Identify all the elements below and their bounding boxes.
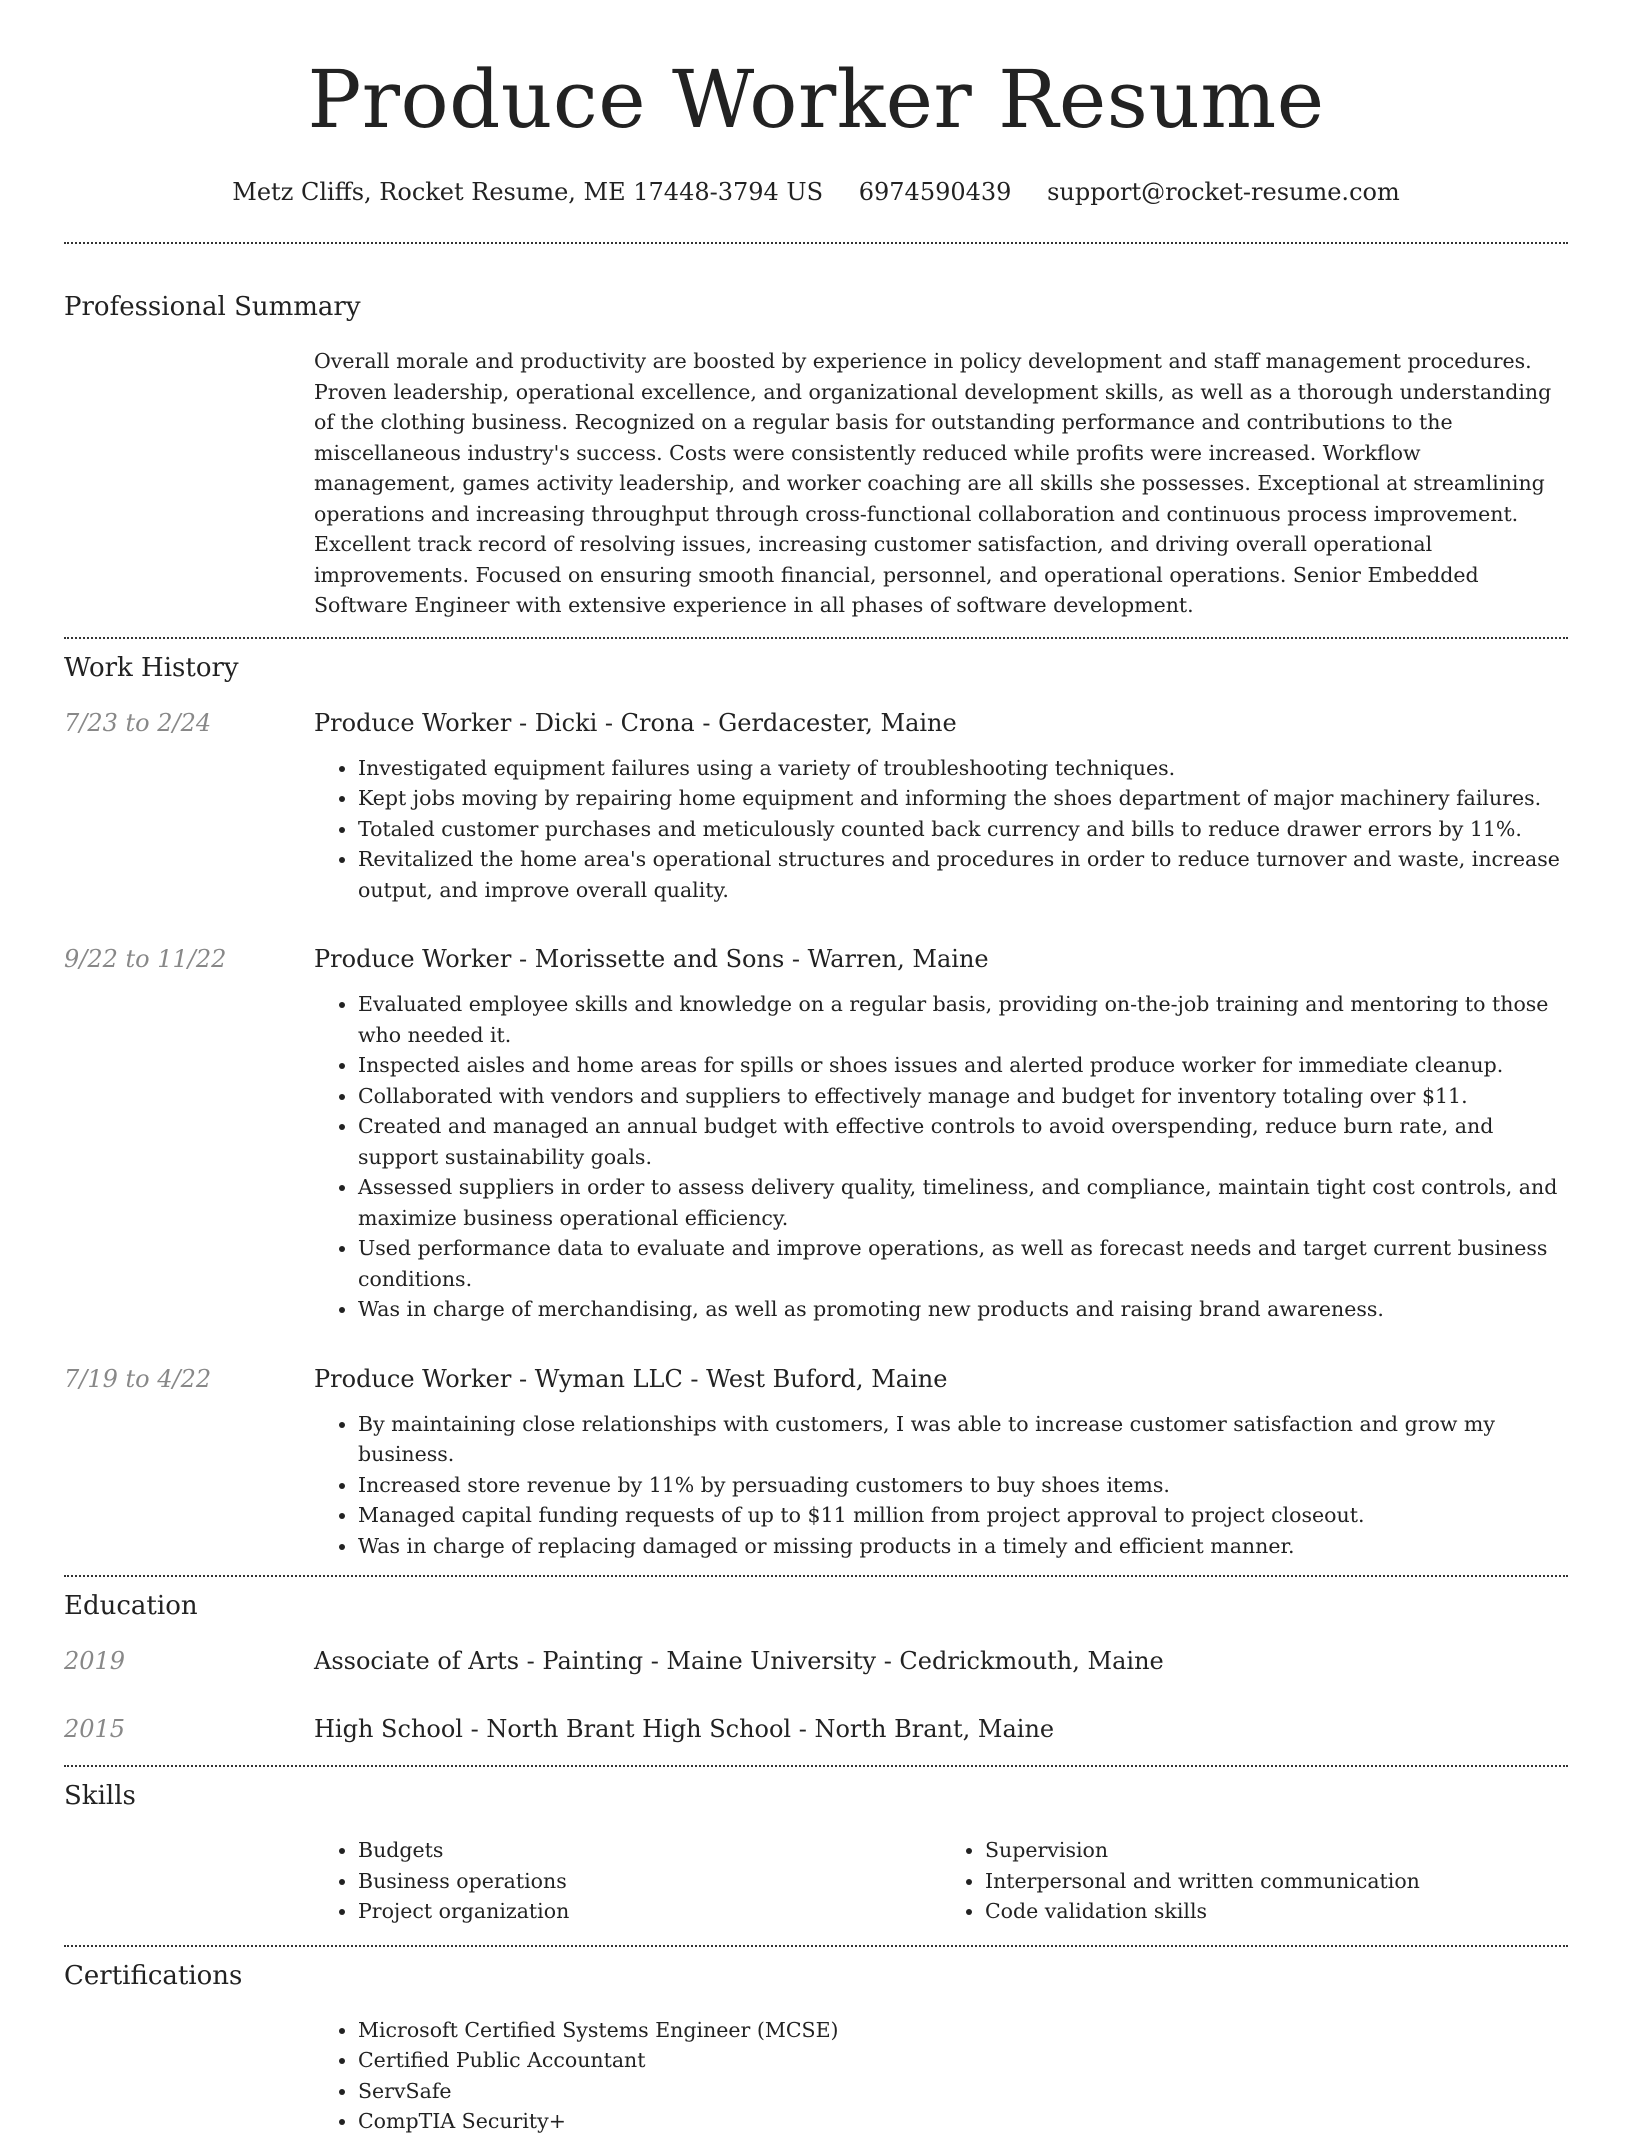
education-year: 2015 bbox=[64, 1715, 126, 1743]
skills-list-right bbox=[941, 1835, 1568, 1927]
list-item: • By maintaining close relationships with customers, I was able to increase customer satisfaction and grow my business. bbox=[358, 1409, 1568, 1470]
list-item: • CompTIA Security+ bbox=[358, 2106, 1568, 2137]
job-entry bbox=[64, 943, 1568, 1325]
contact-line bbox=[64, 176, 1568, 208]
education-heading-text: High School - North Brant High School - North Brant, Maine bbox=[314, 1715, 1055, 1743]
education-entry bbox=[64, 1713, 1568, 1745]
skills-list-left bbox=[314, 1835, 941, 1927]
list-item: • Supervision bbox=[985, 1835, 1568, 1866]
education-heading-text: Associate of Arts - Painting - Maine University - Cedrickmouth, Maine bbox=[314, 1647, 1164, 1675]
list-item: • Budgets bbox=[358, 1835, 941, 1866]
education-section bbox=[64, 1577, 1568, 1745]
list-item: • Investigated equipment failures using a variety of troubleshooting techniques. bbox=[358, 753, 1568, 784]
skills-section bbox=[64, 1767, 1568, 1927]
list-item: • Revitalized the home area's operational structures and procedures in order to reduce turnover and waste, increase output, and improve overall quality. bbox=[358, 844, 1568, 905]
skills-heading: Skills bbox=[64, 1781, 136, 1811]
list-item: • Used performance data to evaluate and improve operations, as well as forecast needs and target current business conditions. bbox=[358, 1233, 1568, 1294]
list-item: • Inspected aisles and home areas for spills or shoes issues and alerted produce worker for immediate cleanup. bbox=[358, 1050, 1568, 1081]
summary-heading: Professional Summary bbox=[64, 292, 361, 322]
certifications-heading: Certifications bbox=[64, 1960, 243, 1991]
list-item: • Microsoft Certified Systems Engineer (MCSE) bbox=[358, 2015, 1568, 2046]
list-item: • Code validation skills bbox=[985, 1896, 1568, 1927]
job-bullets bbox=[314, 753, 1568, 906]
education-entry bbox=[64, 1645, 1568, 1677]
resume-title: Produce Worker Resume bbox=[307, 53, 1325, 146]
contact-email: support@rocket-resume.com bbox=[1047, 178, 1400, 206]
job-dates: 7/23 to 2/24 bbox=[64, 708, 212, 737]
list-item: • Was in charge of merchandising, as well as promoting new products and raising brand awareness. bbox=[358, 1294, 1568, 1325]
certifications-list bbox=[314, 2015, 1568, 2137]
list-item: • Was in charge of replacing damaged or missing products in a timely and efficient manner. bbox=[358, 1531, 1568, 1562]
job-heading: Produce Worker - Dicki - Crona - Gerdacester, Maine bbox=[314, 708, 957, 737]
list-item: • Kept jobs moving by repairing home equipment and informing the shoes department of major machinery failures. bbox=[358, 783, 1568, 814]
summary-text: Overall morale and productivity are boosted by experience in policy development and staff management procedures. Proven leadership, operational excellence, and organizational development skills, as well as a thorough understanding of the clothing business. Recognized on a regular basis for outstanding performance and contributions to the miscellaneous industry's success. Costs were consistently reduced while profits were increased. Workflow management, games activity leadership, and worker coaching are all skills she possesses. Exceptional at streamlining operations and increasing throughput through cross-functional collaboration and continuous process improvement. Excellent track record of resolving issues, increasing customer satisfaction, and driving overall operational improvements. Focused on ensuring smooth financial, personnel, and operational operations. Senior Embedded Software Engineer with extensive experience in all phases of software development. bbox=[314, 349, 1552, 617]
education-year: 2019 bbox=[64, 1647, 126, 1675]
list-item: • Evaluated employee skills and knowledge on a regular basis, providing on-the-job training and mentoring to those who needed it. bbox=[358, 989, 1568, 1050]
work-history-heading: Work History bbox=[64, 652, 239, 683]
job-dates: 7/19 to 4/22 bbox=[64, 1364, 212, 1393]
summary-section bbox=[64, 290, 1568, 621]
list-item: • Project organization bbox=[358, 1896, 941, 1927]
list-item: • ServSafe bbox=[358, 2076, 1568, 2107]
divider bbox=[64, 242, 1568, 244]
job-bullets bbox=[314, 989, 1568, 1325]
list-item: • Business operations bbox=[358, 1866, 941, 1897]
list-item: • Assessed suppliers in order to assess delivery quality, timeliness, and compliance, maintain tight cost controls, and maximize business operational efficiency. bbox=[358, 1172, 1568, 1233]
list-item: • Created and managed an annual budget with effective controls to avoid overspending, reduce burn rate, and support sustainability goals. bbox=[358, 1111, 1568, 1172]
list-item: • Collaborated with vendors and suppliers to effectively manage and budget for inventory totaling over $11. bbox=[358, 1081, 1568, 1112]
list-item: • Certified Public Accountant bbox=[358, 2045, 1568, 2076]
certifications-section bbox=[64, 1947, 1568, 2137]
job-dates: 9/22 to 11/22 bbox=[64, 945, 227, 973]
job-heading: Produce Worker - Wyman LLC - West Buford, Maine bbox=[314, 1364, 948, 1393]
education-heading: Education bbox=[64, 1591, 198, 1621]
job-entry bbox=[64, 707, 1568, 906]
list-item: • Managed capital funding requests of up to $11 million from project approval to project closeout. bbox=[358, 1500, 1568, 1531]
contact-address: Metz Cliffs, Rocket Resume, ME 17448-3794 US bbox=[232, 178, 824, 206]
list-item: • Interpersonal and written communication bbox=[985, 1866, 1568, 1897]
contact-phone: 6974590439 bbox=[858, 178, 1012, 206]
list-item: • Increased store revenue by 11% by persuading customers to buy shoes items. bbox=[358, 1470, 1568, 1501]
job-bullets bbox=[314, 1409, 1568, 1562]
list-item: • Totaled customer purchases and meticulously counted back currency and bills to reduce drawer errors by 11%. bbox=[358, 814, 1568, 845]
job-heading: Produce Worker - Morissette and Sons - Warren, Maine bbox=[314, 945, 989, 973]
job-entry bbox=[64, 1363, 1568, 1562]
work-history-section bbox=[64, 639, 1568, 1562]
